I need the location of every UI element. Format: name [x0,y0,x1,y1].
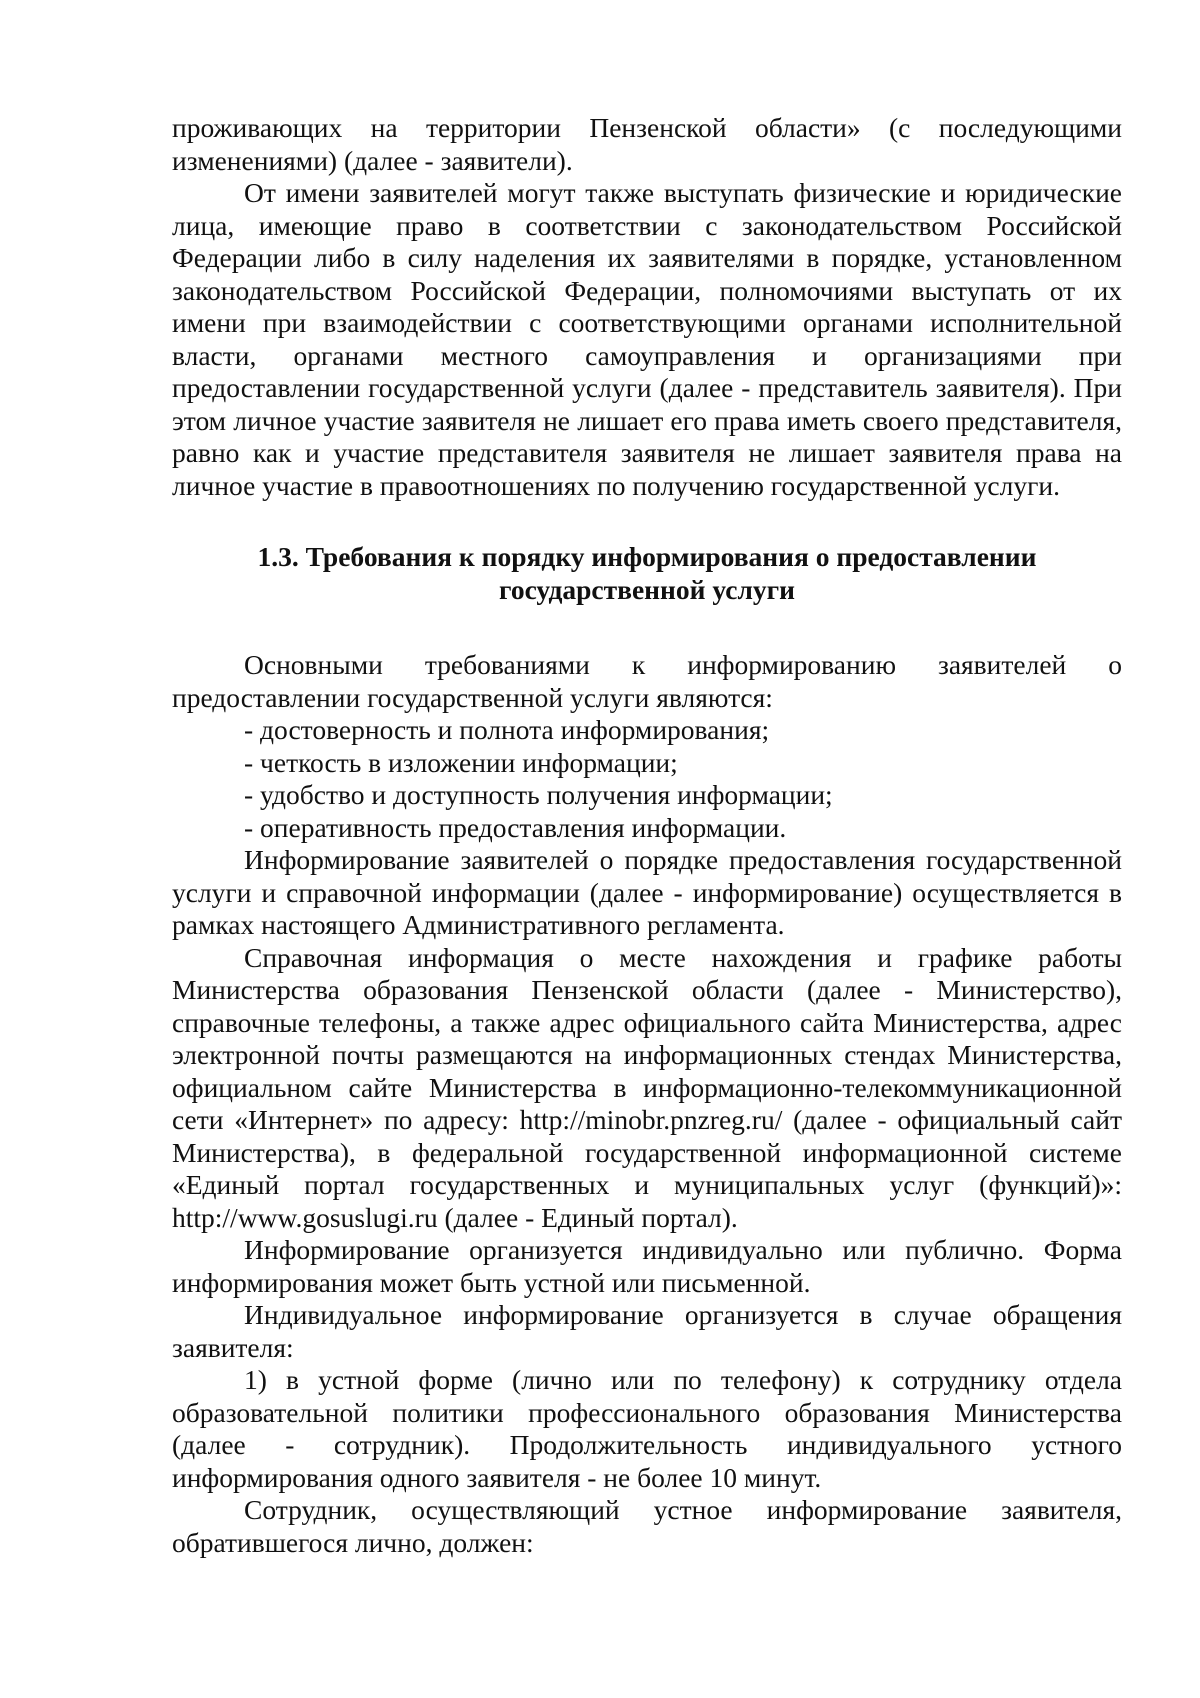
section-heading-line2: государственной услуги [499,573,795,605]
section-heading-line1: 1.3. Требования к порядку информирования о предоставлении [257,541,1037,572]
list-item: - четкость в изложении информации; [244,746,678,778]
paragraph-requirements-intro: Основными требованиями к информированию заявителей о предоставлении государственной услуги являются: [172,649,1122,713]
paragraph-continuation: проживающих на территории Пензенской области» (с последующими изменениями) (далее - заявители). [172,112,1122,176]
paragraph-individual: Индивидуальное информирование организуется в случае обращения заявителя: [172,1299,1122,1363]
paragraph-employee: Сотрудник, осуществляющий устное информирование заявителя, обратившегося лично, должен: [172,1494,1122,1558]
paragraph-forms: Информирование организуется индивидуально или публично. Форма информирования может быть устной или письменной. [172,1234,1122,1298]
list-item: - оперативность предоставления информации. [244,811,787,843]
paragraph-reference-info: Справочная информация о месте нахождения и графике работы Министерства образования Пензенской области (далее - Министерство), справочные телефоны, а также адрес официального сайта Министерства, адрес электронной почты размещаются на информационных стендах Министерства, официальном сайте Министерства в информационно-телекоммуникационной сети «Интернет» по адресу: http://minobr.pnzreg.ru/ (далее - официальный сайт Министерства), в федеральной государственной информационной системе «Единый портал государственных и муниципальных услуг (функций)»: http://www.gosuslugi.ru (далее - Единый портал). [172,941,1122,1233]
list-item: - достоверность и полнота информирования; [244,714,770,745]
list-item: - удобство и доступность получения информации; [244,779,833,810]
paragraph-oral-form: 1) в устной форме (лично или по телефону) к сотруднику отдела образовательной политики профессионального образования Министерства (далее - сотрудник). Продолжительность индивидуального устного информирования одного заявителя - не более 10 минут. [172,1364,1122,1493]
section-heading [172,541,1122,606]
paragraph-informing: Информирование заявителей о порядке предоставления государственной услуги и справочной информации (далее - информирование) осуществляется в рамках настоящего Административного регламента. [172,844,1122,940]
paragraph-representatives: От имени заявителей могут также выступать физические и юридические лица, имеющие право в соответствии с законодательством Российской Федерации либо в силу наделения их заявителями в порядке, установленном законодательством Российской Федерации, полномочиями выступать от их имени при взаимодействии с соответствующими органами исполнительной власти, органами местного самоуправления и организациями при предоставлении государственной услуги (далее - представитель заявителя). При этом личное участие заявителя не лишает его права иметь своего представителя, равно как и участие представителя заявителя не лишает заявителя права на личное участие в правоотношениях по получению государственной услуги. [172,177,1122,501]
